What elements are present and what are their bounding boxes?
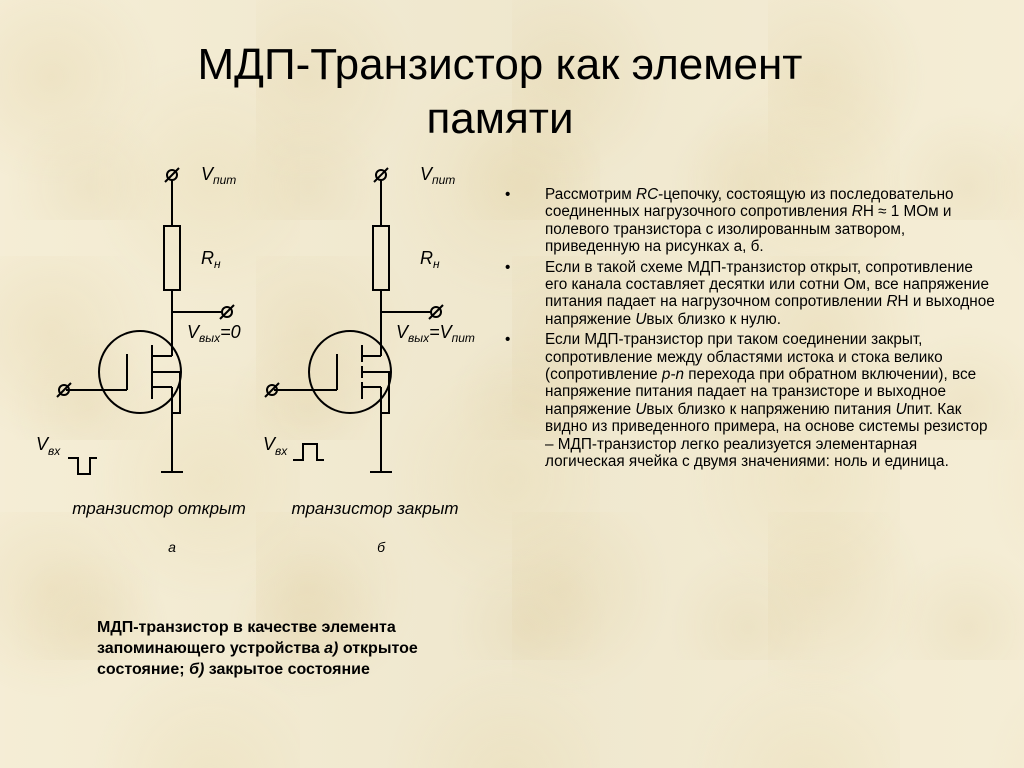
title-line-1: МДП-Транзистор как элемент — [197, 40, 803, 89]
output-label-a: $V_{вых}=0$ — [187, 322, 241, 345]
bullet-marker: • — [505, 331, 511, 349]
circuit-a — [57, 168, 234, 474]
bullet-marker: • — [505, 186, 511, 203]
bullet-list — [505, 186, 995, 474]
bullet-item: • Рассмотрим RC-цепочку, состоящую из последовательно соединенных нагрузочного сопротивления RН ≈ 1 МОм и полевого транзистора с изолированным затвором, приведенную на рисунках а, б. — [505, 186, 954, 256]
input-pulse-high-icon — [293, 444, 324, 460]
output-terminal-icon-a — [220, 305, 234, 319]
input-terminal-icon-b — [265, 383, 279, 397]
output-label-b: $V_{вых}=V_{пит}$ — [396, 322, 475, 345]
input-terminal-icon-a — [57, 383, 71, 397]
load-resistor-b — [373, 226, 389, 290]
resistor-label-b: $R_н$ — [420, 248, 440, 271]
load-resistor-a — [164, 226, 180, 290]
state-label-b: транзистор закрыт — [291, 499, 459, 518]
supply-terminal-icon-a — [165, 168, 179, 182]
figure-letter-b: б — [377, 539, 385, 555]
title-line-2: памяти — [426, 94, 574, 143]
input-label-a: $V_{вх}$ — [36, 434, 61, 458]
supply-label-b: $V_{пит}$ — [420, 164, 456, 187]
figure-letter-a: а — [168, 539, 176, 555]
supply-terminal-icon-b — [374, 168, 388, 182]
resistor-label-a: $R_н$ — [201, 248, 221, 271]
state-label-a: транзистор открыт — [72, 499, 246, 518]
supply-label-a: $V_{пит}$ — [201, 164, 237, 187]
bullet-marker: • — [505, 258, 511, 276]
output-terminal-icon-b — [429, 305, 443, 319]
bullet-item: • Если МДП-транзистор при таком соединении закрыт, сопротивление между областями истока и стока велико (сопротивление p-n перехода при обратном включении), все напряжение питания падает на транзисторе и выходное напряжение Uвых близко к напряжению питания Uпит. Как видно из приведенного примера, на основе системы резистор – МДП-транзистор легко реализуется элементарная логическая ячейка с двумя значениями: ноль и единица. — [505, 331, 988, 471]
input-label-b: $V_{вх}$ — [263, 434, 288, 458]
figure-caption: МДП-транзистор в качестве элемента запоминающего устройства а) открытое состояние; б) закрытое состояние — [97, 619, 418, 678]
bullet-item: • Если в такой схеме МДП-транзистор открыт, сопротивление его канала составляет десятки или сотни Ом, все напряжение питания падает на нагрузочном сопротивлении RН и выходное напряжение Uвых близко к нулю. — [505, 258, 995, 328]
input-pulse-low-icon — [68, 458, 97, 474]
circuit-b — [265, 168, 443, 472]
